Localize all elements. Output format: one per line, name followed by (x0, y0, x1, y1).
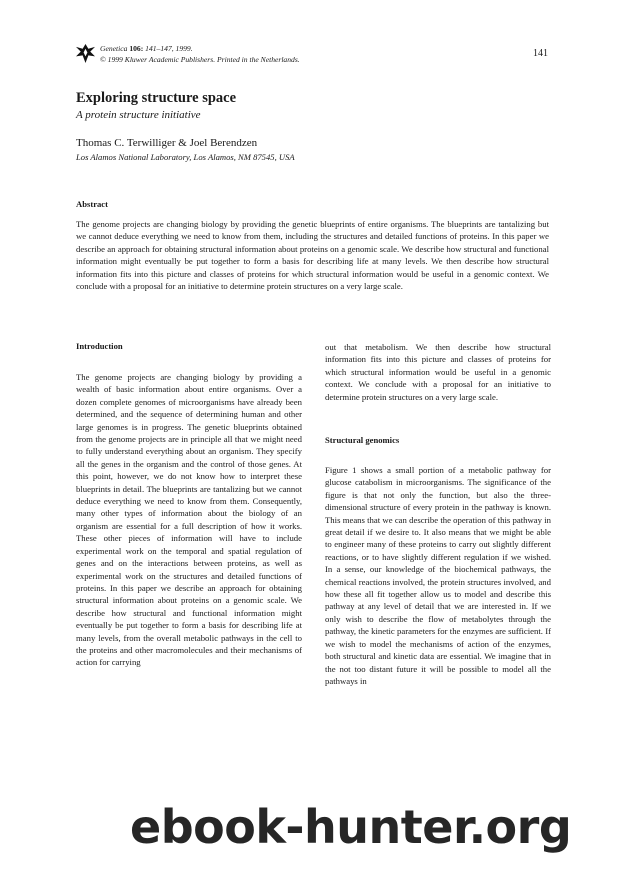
copyright-notice: © 1999 Kluwer Academic Publishers. Printed in the Netherlands. (100, 55, 300, 64)
structural-genomics-heading: Structural genomics (325, 435, 400, 445)
journal-citation (100, 44, 193, 54)
publisher-logo-icon (76, 44, 95, 63)
abstract-heading: Abstract (76, 199, 108, 209)
introduction-text: The genome projects are changing biology by providing a wealth of basic information about entire organisms. Over a dozen complete genomes of microorganisms have already been determined, and the sequence of determining human and other large genomes is in progress. The genetic blueprints obtained from the genome projects are in principle all that we might need to fully understand everything about an organism. They specify all the genes in the organism and the control of those genes. At this point, however, we do not know how to interpret these blueprints in detail. The blueprints are tantalizing but we cannot deduce everything we need to know from them. Consequently, many other types of information about the biology of an organism are essential for a full description of how it works. These other pieces of information will have to include experimental work on the temporal and spatial regulation of genes and on the interactions between proteins, as well as experimental work on the structures and detailed functions of proteins. In this paper we describe an approach for obtaining structural information about proteins on a genomic scale. We describe how structural and functional information might eventually be put together to form a basis for describing life at many levels, from the overall metabolic pathways in the cell to the proteins and other macromolecules and their mechanisms of action for carrying (76, 372, 302, 668)
introduction-continued-text: out that metabolism. We then describe how structural information fits into this picture and classes of proteins for which structural information would be useful in a genomic context. We conclude with a proposal for an initiative to determine protein structures on a very large scale. (325, 342, 551, 402)
author-affiliation: Los Alamos National Laboratory, Los Alamos, NM 87545, USA (76, 152, 295, 162)
article-title: Exploring structure space (76, 90, 237, 106)
abstract-text: The genome projects are changing biology by providing the genetic blueprints of entire organisms. The blueprints are tantalizing but we cannot deduce everything we need to know from them, including the structures and detailed functions of proteins. In this paper we describe an approach for obtaining structural information about proteins on a genomic scale. We describe how structural and functional information might eventually be put together to form a basis for describing life at many levels. We then describe how structural information fits into this picture and classes of proteins for which structural information would be useful in a genomic context. We conclude with a proposal for an initiative to determine protein structures on a very large scale. (76, 219, 549, 292)
article-authors: Thomas C. Terwilliger & Joel Berendzen (76, 137, 258, 149)
journal-pages: 141–147, 1999. (145, 44, 193, 53)
journal-name: Genetica (100, 44, 128, 53)
structural-genomics-text: Figure 1 shows a small portion of a metabolic pathway for glucose catabolism in microorganisms. The significance of the figure is that not only the function, but also the three-dimensional structure of every protein in the pathway is known. This means that we can describe the operation of this pathway in great detail if we desire to. It also means that we might be able to engineer many of these proteins to carry out slightly different reactions, or to have slightly different regulation if we wished. In a sense, our knowledge of the biochemical pathways, the chemical reactions involved, the protein structures involved, and how these all fit together allow us to model and describe this pathway at any level of detail that we are interested in. If we only wish to describe the flow of metabolytes through the pathway, the kinetic parameters for the enzymes are sufficient. If we wish to model the mechanisms of action of the enzymes, both structural and kinetic data are essential. We imagine that in the not too distant future it will be possible to model all the pathways in (325, 465, 551, 686)
article-subtitle: A protein structure initiative (76, 109, 201, 121)
watermark: ebook-hunter.org (130, 800, 572, 854)
introduction-heading: Introduction (76, 341, 123, 351)
page-number: 141 (533, 48, 548, 59)
journal-volume: 106: (129, 44, 144, 53)
